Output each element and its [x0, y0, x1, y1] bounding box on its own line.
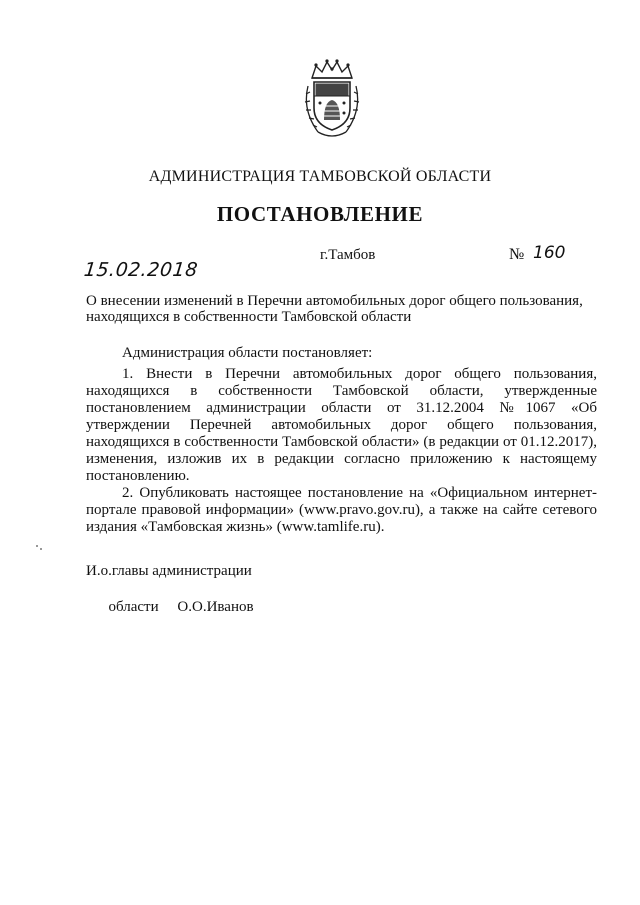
- scan-speck: [40, 548, 42, 550]
- coat-of-arms-icon: [300, 58, 364, 140]
- signature-block: [86, 562, 254, 634]
- resolution-paragraph-2: 2. Опубликовать настоящее постановление на «Официальном интернет-портале правовой информации» (www.pravo.gov.ru), а также на сайте сетевого издания «Тамбовская жизнь» (www.tamlife.ru).: [86, 485, 597, 535]
- document-date: 15.02.2018: [82, 259, 199, 281]
- document-subject: О внесении изменений в Перечни автомобильных дорог общего пользования, находящихся в собственности Тамбовской области: [86, 293, 583, 325]
- scan-speck: [36, 545, 38, 547]
- resolution-intro: Администрация области постановляет:: [122, 345, 373, 361]
- signer-position-cont: области: [108, 599, 159, 615]
- signer-name: О.О.Иванов: [177, 599, 254, 615]
- resolution-paragraph-1: 1. Внести в Перечни автомобильных дорог общего пользования, находящихся в собственности Тамбовской области, утвержденные постановлением администрации области от 31.12.2004 №1067 «Об утверждении Перечней автомобильных дорог общего пользования, находящихся в собственности Тамбовской области» (в редакции от 01.12.2017), изменения, изложив их в редакции согласно приложению к настоящему постановлению.: [86, 366, 597, 484]
- document-number: 160: [533, 243, 566, 263]
- document-type: ПОСТАНОВЛЕНИЕ: [216, 202, 424, 226]
- document-city: г.Тамбов: [320, 247, 376, 263]
- signer-position: И.о.главы администрации: [86, 563, 252, 579]
- document-number-label: №: [509, 246, 525, 263]
- organization-name: АДМИНИСТРАЦИЯ ТАМБОВСКОЙ ОБЛАСТИ: [148, 168, 492, 185]
